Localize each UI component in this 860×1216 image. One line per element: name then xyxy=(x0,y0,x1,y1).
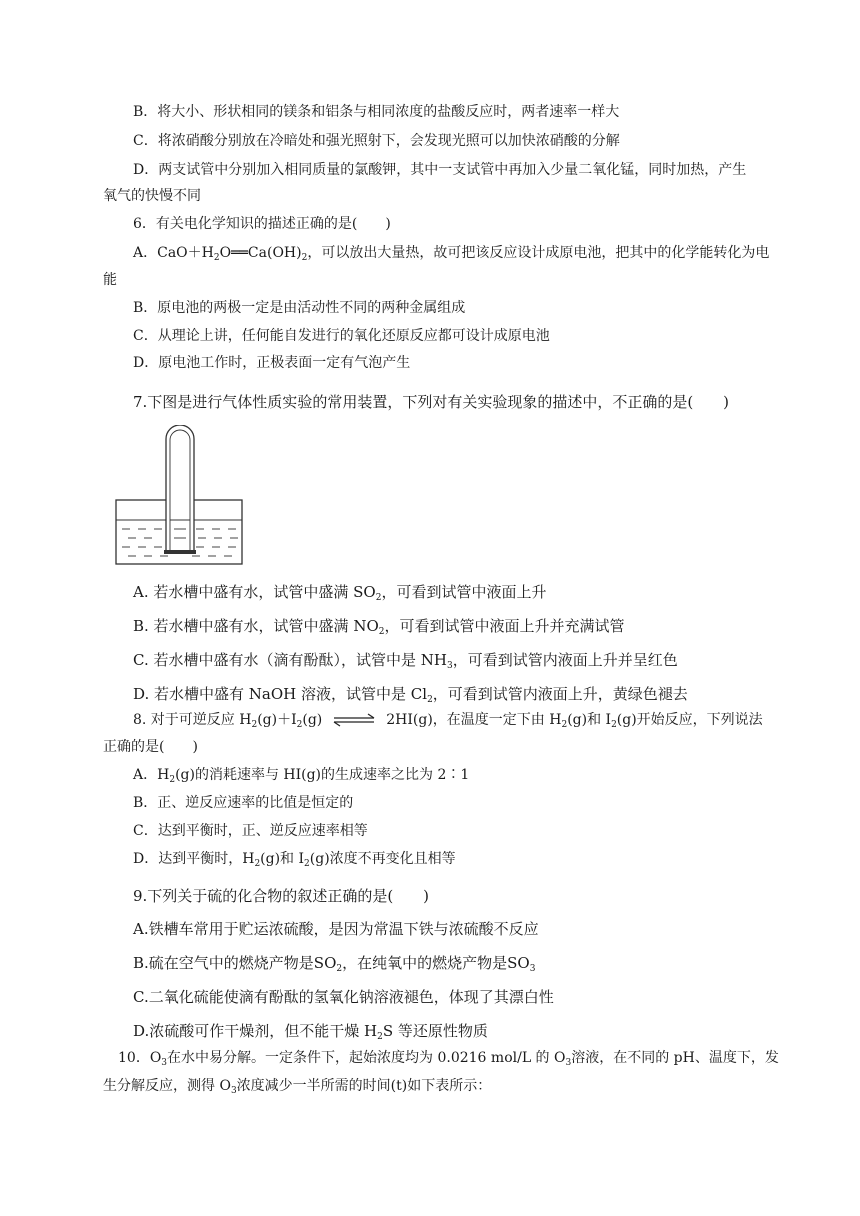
q8-stem: 8. 对于可逆反应 $H_2(g)+I_2(g)$ 2HI(g)，在温度一定下由 $H_2(g)$和 $I_2(g)$开始反应，下列说法 xyxy=(133,712,763,730)
gas-collection-apparatus-diagram xyxy=(114,425,254,570)
q9-option-d: D.浓硫酸可作干燥剂，但不能干燥 $H_2S$ 等还原性物质 xyxy=(133,1022,488,1042)
q9-option-a: A.铁槽车常用于贮运浓硫酸，是因为常温下铁与浓硫酸不反应 xyxy=(133,920,539,938)
q8-option-a: A．$H_2(g)$的消耗速率与 HI(g)的生成速率之比为 2∶1 xyxy=(133,767,470,785)
q9-stem: 9.下列关于硫的化合物的叙述正确的是( ) xyxy=(133,887,430,905)
q9-option-c: C.二氧化硫能使滴有酚酞的氢氧化钠溶液褪色，体现了其漂白性 xyxy=(133,988,554,1006)
q9-option-b: B.硫在空气中的燃烧产物是$SO_2$，在纯氧中的燃烧产物是$SO_3$ xyxy=(133,954,536,974)
q6-stem: 6．有关电化学知识的描述正确的是( ) xyxy=(133,216,391,232)
q6-option-a: A．$CaO+H_2O══Ca(OH)_2$，可以放出大量热，故可把该反应设计成原电池，把其中的化学能转化为电 xyxy=(133,245,770,263)
q10-stem: 10．$O_3$在水中易分解。一定条件下，起始浓度均为 0.0216 mol/L 的 $O_3$溶液，在不同的 pH、温度下，发 xyxy=(118,1050,779,1068)
q7-stem: 7.下图是进行气体性质实验的常用装置，下列对有关实验现象的描述中，不正确的是( ) xyxy=(133,393,730,411)
q8-stem-cont: 正确的是( ) xyxy=(103,739,198,755)
q5-option-c: C．将浓硝酸分别放在冷暗处和强光照射下，会发现光照可以加快浓硝酸的分解 xyxy=(133,133,620,149)
q5-option-d-cont: 氧气的快慢不同 xyxy=(103,188,201,204)
reversible-arrow-icon xyxy=(332,713,376,727)
q8-option-d: D．达到平衡时，$H_2(g)$和 $I_2(g)$浓度不再变化且相等 xyxy=(133,851,456,869)
q7-option-b: B. 若水槽中盛有水，试管中盛满 $NO_2$，可看到试管中液面上升并充满试管 xyxy=(133,617,625,637)
q10-stem-cont: 生分解反应，测得 $O_3$浓度减少一半所需的时间(t)如下表所示： xyxy=(103,1078,492,1096)
q8-option-b: B．正、逆反应速率的比值是恒定的 xyxy=(133,795,354,811)
tube-support xyxy=(164,550,196,554)
q7-option-c: C. 若水槽中盛有水（滴有酚酞），试管中是 $NH_3$，可看到试管内液面上升并呈红色 xyxy=(133,651,678,671)
q7-option-d: D. 若水槽中盛有 NaOH 溶液，试管中是 $Cl_2$，可看到试管内液面上升，黄绿色褪去 xyxy=(133,685,688,705)
q5-option-d: D．两支试管中分别加入相同质量的氯酸钾，其中一支试管中再加入少量二氧化锰，同时加热，产生 xyxy=(133,162,747,178)
q5-option-b: B．将大小、形状相同的镁条和铝条与相同浓度的盐酸反应时，两者速率一样大 xyxy=(133,104,620,120)
q6-option-d: D．原电池工作时，正极表面一定有气泡产生 xyxy=(133,355,411,371)
q8-option-c: C．达到平衡时，正、逆反应速率相等 xyxy=(133,823,368,839)
q6-option-a-cont: 能 xyxy=(103,272,117,288)
q6-option-b: B．原电池的两极一定是由活动性不同的两种金属组成 xyxy=(133,300,466,316)
q7-option-a: A. 若水槽中盛有水，试管中盛满 $SO_2$，可看到试管中液面上升 xyxy=(133,583,547,603)
q6-option-c: C．从理论上讲，任何能自发进行的氧化还原反应都可设计成原电池 xyxy=(133,328,550,344)
